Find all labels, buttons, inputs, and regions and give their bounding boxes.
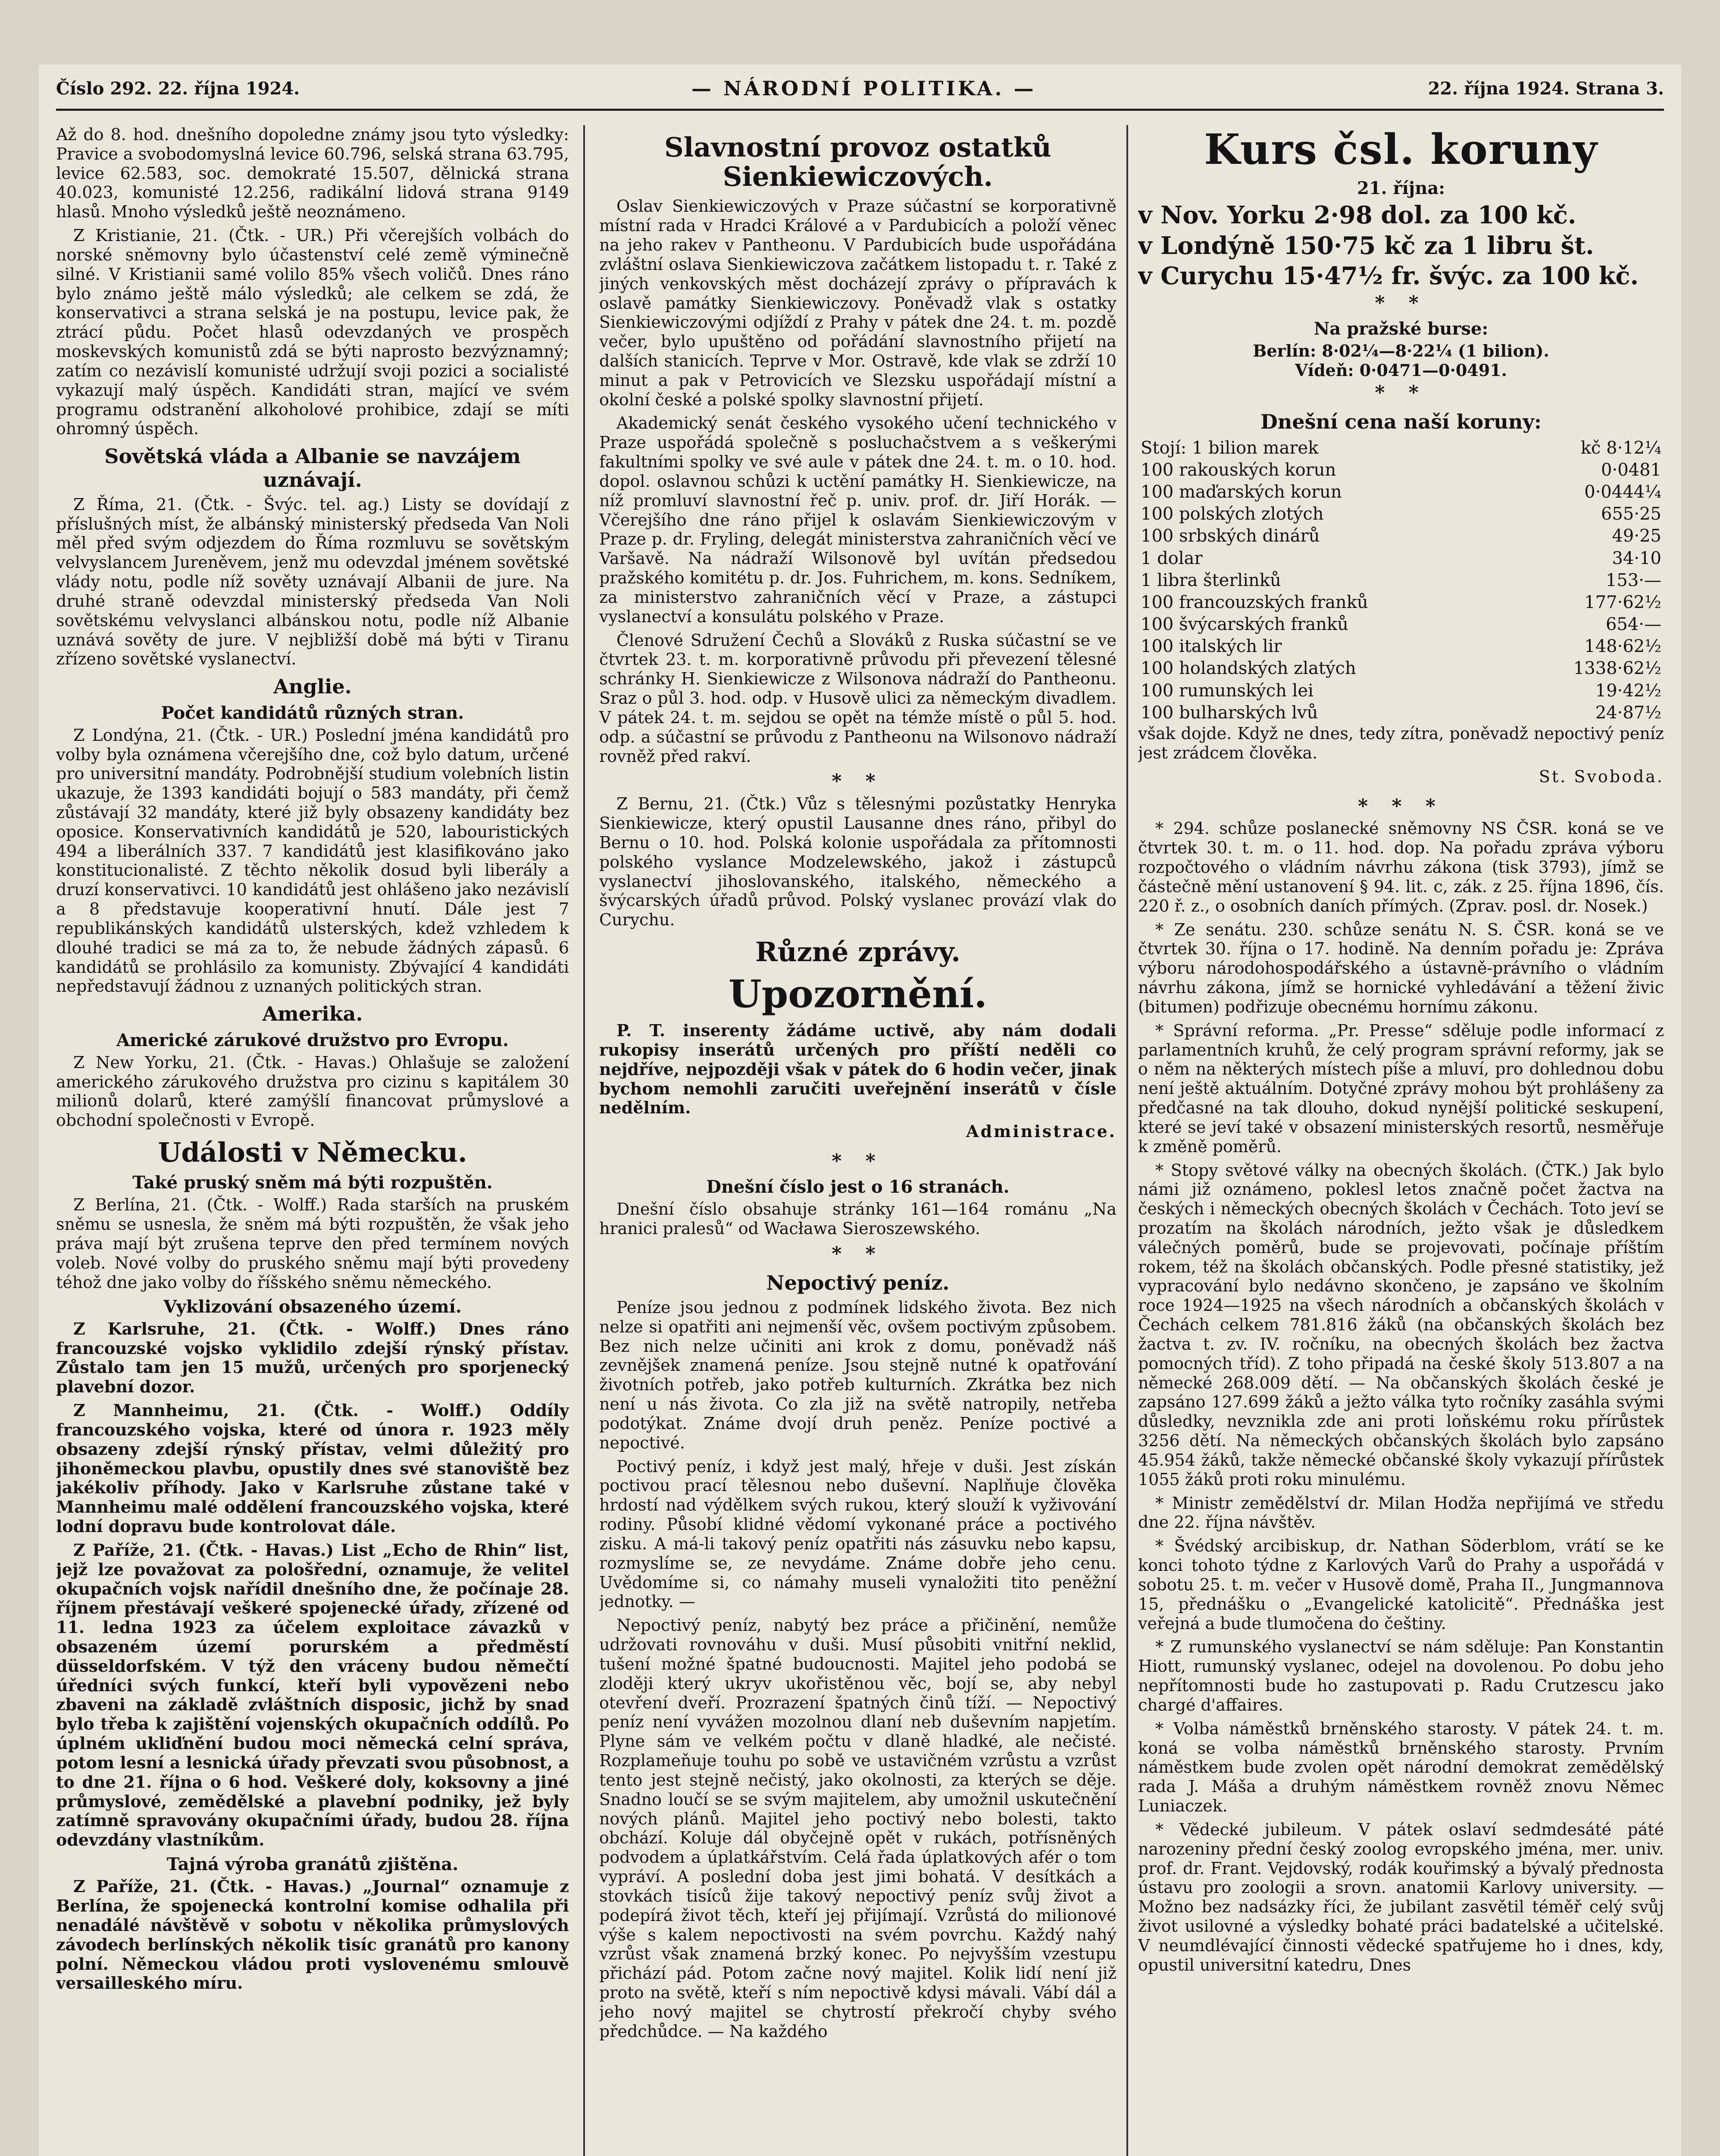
- rate-label: 100 holandských zlatých: [1141, 658, 1356, 679]
- rate-row: [1138, 636, 1664, 658]
- rate-label: 100 švýcarských franků: [1141, 614, 1348, 635]
- notice-text: P. T. inserenty žádáme uctivě, aby nám dodali rukopisy inserátů určených pro příští neděli co nejdříve, nejpozději však v pátek do 6 hodin večer, jinak bychom nemohli zaručiti uveřejnění inserátů v čísle nedělním.: [599, 1021, 1116, 1118]
- burse-line: Vídeň: 0·0471—0·0491.: [1295, 360, 1507, 380]
- headline: Sovětská vláda a Albanie se navzájem uznávají.: [104, 445, 521, 492]
- page-header: [56, 73, 1664, 111]
- article-text: Členové Sdružení Čechů a Slováků z Ruska súčastní se ve čtvrtek 23. t. m. korporativně průvodu při převezení tělesné schránky H. Sienkiewicze z Wilsonova nádraží do Pantheonu. Sraz o půl 3. hod. odp. v Husově ulici za německým divadlem. V pátek 24. t. m. sejdou se opět na témže místě o půl 5. hod. odp. a súčastní se průvodu z Pantheonu na Wilsonovo nádraží rovněž před rakví.: [599, 630, 1116, 766]
- article-text: Z Paříže, 21. (Čtk. - Havas.) „Journal“ oznamuje z Berlína, že spojenecká kontrolní komise odhalila při nenadálé návštěvě v sobotu v několika průmyslových závodech berlínských několik tisíc granátů pro kanony polní. Německou vládou proti vyslovenému smlouvě versailleského míru.: [56, 1877, 569, 1993]
- exchange-line: v Curychu 15·47½ fr. švýc. za 100 kč.: [1138, 261, 1639, 290]
- column-rule: [1126, 125, 1128, 2156]
- article-text: * Ministr zemědělství dr. Milan Hodža nepřijímá ve středu dne 22. října návštěv.: [1138, 1493, 1664, 1532]
- article-text: * Vědecké jubileum. V pátek oslaví sedmdesáté páté narozeniny přední český zoolog evropského jména, mer. univ. prof. dr. Frant. Vejdovský, rodák kouřimský a bývalý přednosta ústavu pro zoologii a srovn. anatomii Karlovy university. — Možno bez nadsázky říci, že jubilant zasvětil téměř celý svůj život usilovné a výsledky bohaté práci badatelské a učitelské. V neumdlévající činnosti vědecké spatřujeme ho i dnes, kdy, opustil universitní katedru, Dnes: [1138, 1820, 1664, 1974]
- rate-label: 100 rakouských korun: [1141, 460, 1336, 480]
- exchange-line: v Nov. Yorku 2·98 dol. za 100 kč.: [1138, 201, 1576, 230]
- rate-label: Stojí: 1 bilion marek: [1141, 438, 1319, 458]
- article-text: Dnešní číslo obsahuje stránky 161—164 románu „Na hranici pralesů“ od Wacława Sieroszewského.: [599, 1200, 1116, 1238]
- article-text: však dojde. Když ne dnes, tedy zítra, poněvadž nepoctivý peníz jest zrádcem člověka.: [1138, 724, 1664, 762]
- rate-value: 34·10: [1612, 548, 1661, 568]
- column-rule: [583, 125, 585, 2156]
- rate-value: 654·—: [1605, 614, 1661, 635]
- column-right: [1138, 125, 1664, 2156]
- article-text: Z Mannheimu, 21. (Čtk. - Wolff.) Oddíly francouzského vojska, které od února r. 1923 měly obsazeny zdejší rýnský přístav, velmi důležitý pro jihoněmeckou plavbu, opustily dnes své stanoviště bez jakékoliv příhody. Jako v Karlsruhe zůstane také v Mannheimu malé oddělení francouzského vojska, které lodní dopravu bude kontrolovat dále.: [56, 1401, 569, 1536]
- rate-value: 0·0481: [1601, 460, 1661, 480]
- column-middle: [599, 125, 1116, 2156]
- subheadline: Vyklizování obsazeného území.: [163, 1296, 462, 1317]
- rate-value: 177·62½: [1584, 592, 1661, 612]
- rate-label: 100 rumunských lei: [1141, 680, 1313, 701]
- rate-label: 100 srbských dinárů: [1141, 526, 1320, 546]
- article-text: * Švédský arcibiskup, dr. Nathan Söderblom, vrátí se ke konci tohoto týdne z Karlových Varů do Prahy a uspořádá v sobotu 25. t. m. večer v Husově domě, Praha II., Jungmannova 15, přednášku o „Evangelické katolicitě“. Přednáška jest veřejná a bude tlumočena do češtiny.: [1138, 1536, 1664, 1633]
- rate-row: [1138, 459, 1664, 481]
- column-left: [56, 125, 569, 2156]
- separator-stars: * * *: [1358, 795, 1444, 817]
- rate-value: kč 8·12¼: [1580, 438, 1661, 458]
- headline: Anglie.: [273, 675, 352, 699]
- rate-value: 24·87½: [1595, 702, 1661, 723]
- header-masthead: — NÁRODNÍ POLITIKA. —: [691, 77, 1036, 100]
- rate-label: 100 polských zlotých: [1141, 504, 1324, 524]
- article-text: Z Karlsruhe, 21. (Čtk. - Wolff.) Dnes ráno francouzské vojsko vyklidilo zdejší rýnský přístav. Zůstalo tam jen 15 mužů, určených pro sporjenecký plavební dozor.: [56, 1319, 569, 1397]
- rate-row: [1138, 503, 1664, 525]
- rate-value: 49·25: [1612, 526, 1661, 546]
- header-page: 22. října 1924. Strana 3.: [1428, 78, 1664, 99]
- subheadline: Dnešní číslo jest o 16 stranách.: [706, 1176, 1010, 1197]
- separator-stars: * *: [1375, 291, 1427, 314]
- article-text: Z Kristianie, 21. (Čtk. - UR.) Při včerejších volbách do norské sněmovny bylo účastenství celé země výminečně silné. V Kristianii samé volilo 85% všech voličů. Dnes ráno bylo známo ještě málo výsledků; ale celkem se zdá, že konservativci a strana selská je na postupu, levice pak, že ztrácí půdu. Počet hlasů odevzdaných ve prospěch moskevských komunistů zdá se býti naprosto bezvýznamný; zatím co nezávislí komunisté udržují svoji pozici a socialisté vykazují malý úspěch. Kandidáti stran, mající ve svém programu odstranění alkoholové prohibice, zdají se míti ohromný úspěch.: [56, 226, 569, 439]
- rate-label: 100 francouzských franků: [1141, 592, 1368, 612]
- burse-line: Berlín: 8·02¼—8·22¼ (1 bilion).: [1253, 341, 1549, 360]
- header-issue: Číslo 292. 22. října 1924.: [56, 78, 300, 99]
- headline: Události v Německu.: [158, 1137, 467, 1169]
- rate-row: [1138, 592, 1664, 614]
- rate-label: 1 libra šterlinků: [1141, 570, 1281, 590]
- article-text: Peníze jsou jednou z podmínek lidského života. Bez nich nelze si opatřiti ani nejmenší věc, ovšem poctivým způsobem. Bez nich nelze učiniti ani krok z domu, poněvadž náš zevnějšek znamená peníze. Jsou stejně nutné k opatřování životních potřeb, jako potřeb kulturních. Zkrátka bez nich není u nás života. Co zla již na světě natropily, netřeba podotýkat. Známe dvojí druh peněz. Peníze poctivé a nepoctivé.: [599, 1298, 1116, 1452]
- headline: Slavnostní provoz ostatků Sienkiewiczových.: [664, 132, 1051, 193]
- rate-value: 655·25: [1601, 504, 1661, 524]
- article-text: * Volba náměstků brněnského starosty. V pátek 24. t. m. koná se volba náměstků brněnského starosty. Prvním náměstkem bude zvolen opět národní demokrat zemědělský rada J. Máša a druhým náměstkem rovněž znovu Němec Luniaczek.: [1138, 1719, 1664, 1816]
- exchange-date: 21. října:: [1357, 178, 1445, 199]
- rate-value: 19·42½: [1595, 680, 1661, 701]
- headline: Dnešní cena naší koruny:: [1260, 410, 1542, 434]
- headline-notice: Upozornění.: [728, 971, 987, 1017]
- rate-row: [1138, 680, 1664, 702]
- rate-label: 100 italských lir: [1141, 636, 1282, 657]
- article-text: Oslav Sienkiewiczových v Praze súčastní se korporativně místní rada v Hradci Králové a v Pardubicích a položí věnec na jeho rakev v Pantheonu. V Pardubicích bude uspořádána zvláštní oslava Sienkiewiczova začátkem listopadu t. r. Také z jiných venkovských měst docházejí zprávy o přípravách k oslavě památky Sienkiewiczovy. Poněvadž vlak s ostatky Sienkiewiczovými odjíždí z Prahy v pátek dne 24. t. m. pozdě večer, bylo upuštěno od pořádání slavnostního přijetí na dalších stanicích. Teprve v Mor. Ostravě, kde vlak se zdrží 10 minut a pak v Petrovicích ve Slezsku uspořádají místní a okolní české a polské spolky slavnostní přijetí.: [599, 197, 1116, 409]
- subheadline: Počet kandidátů různých stran.: [161, 702, 464, 723]
- separator-stars: * *: [832, 770, 884, 793]
- article-text: Akademický senát českého vysokého učení technického v Praze uspořádá společně s posluchačstvem a s veškerými fakultními spolky ve své aule v pátek dne 24. t. m. o 10. hod. dopol. oslavnou schůzi k uctění památky H. Sienkiewicze, na níž promluví slavnostní řeč p. univ. prof. dr. Jiří Horák. — Včerejšího dne ráno přijel k oslavám Sienkiewiczovým v Praze p. dr. Fryling, delegát ministerstva zahraničních věcí ve Varšavě. Na nádraží Wilsonově byl uvítán předsedou pražského komitétu p. dr. Jos. Fuhrichem, m. kons. Sedníkem, za ministerstvo zahraničních věcí v Praze, a zástupci vyslanectví a konsulátu polského v Praze.: [599, 414, 1116, 626]
- separator-stars: * *: [832, 1242, 884, 1265]
- rate-value: 153·—: [1605, 570, 1661, 590]
- article-text: Až do 8. hod. dnešního dopoledne známy jsou tyto výsledky: Pravice a svobodomyslná levice 60.796, selská strana 63.795, levice 62.583, soc. demokraté 15.507, dělnická strana 40.023, komunisté 12.256, radikální lidová strana 9149 hlasů. Mnoho výsledků ještě neoznámeno.: [56, 125, 569, 222]
- rate-row: [1138, 525, 1664, 547]
- rate-row: [1138, 658, 1664, 680]
- subheadline: Také pruský sněm má býti rozpuštěn.: [132, 1172, 493, 1193]
- rate-value: 148·62½: [1584, 636, 1661, 657]
- article-text: * Z rumunského vyslanectví se nám sděluje: Pan Konstantin Hiott, rumunský vyslanec, odejel na dovolenou. Po dobu jeho nepřítomnosti bude ho zastupovati p. Radu Crutzescu jako chargé d'affaires.: [1138, 1637, 1664, 1714]
- notice-signature: Administrace.: [966, 1122, 1116, 1141]
- headline: Různé zprávy.: [755, 936, 960, 968]
- subheadline: Tajná výroba granátů zjištěna.: [166, 1854, 459, 1875]
- rate-row: [1138, 614, 1664, 636]
- article-text: * 294. schůze poslanecké sněmovny NS ČSR. koná se ve čtvrtek 30. t. m. o 11. hod. dop. Na pořadu zpráva výboru rozpočtového o vládním návrhu zákona (tisk 3793), jímž se částečně mění ustanovení § 94. lit. c, zák. z 25. října 1896, čís. 220 ř. z., o osobních daních přímých. (Zprav. posl. dr. Nosek.): [1138, 819, 1664, 915]
- article-text: Nepoctivý peníz, nabytý bez práce a přičinění, nemůže udržovati rovnováhu v duši. Musí působiti vnitřní neklid, tušení možné špatné budoucnosti. Majitel jeho podobá se zloději který ukryv ukořistěnou věc, bojí se, aby nebyl otevření dveří. Prozrazení špatných činů tíží. — Nepoctivý peníz není vyvážen mozolnou dlaní neb duševním napjetím. Plyne sám ve velkém počtu v dlaně hladké, ale nečisté. Rozplameňuje touhu po sobě ve ustavičném vzrůstu a vzrůst tento jest stejně nečistý, jako okolnosti, za kterých se děje. Snadno loučí se se svým majitelem, aby umožnil uskutečnění nových plánů. Majitel jeho poctivý nebo bolesti, takto obchází. Koluje dál obyčejně opět v rukách, potřísněných podvodem a úplatkářstvím. Celá řada úplatkových afér o tom vypráví. A poslední doba jest jimi bohatá. V desítkách a stovkách tisíců žije takový nepoctivý peníz svůj život a podepírá život těch, kteří jej přijímají. Vzrůstá do milionové výše s kalem nepoctivosti na svém povrchu. Každý nahý vzrůst však znamená brzký konec. Po nejvyšším vzestupu přichází pád. Potom začne nový majitel. Kolik lidí není již proto na světě, kteří s ním nepoctivě kdysi mávali. Vábí dál a jeho nový majitel se chytrostí překročí chyby svého předchůdce. — Na každého: [599, 1616, 1116, 2041]
- rate-label: 100 bulharských lvů: [1141, 702, 1318, 723]
- article-text: * Stopy světové války na obecných školách. (ČTK.) Jak bylo námi již oznámeno, poklesl letos značně počet žactva na českých i německých obecných školách v Čechách. Toto jeví se prozatím na školách národních, ježto však je důsledkem válečných poměrů, bude se projevovati, počínaje příštím rokem, též na školách občanských. Podle přesné statistiky, jež vypracování bylo nedávno skončeno, je zapsáno ve školním roce 1924—1925 na všech národních a občanských školách v Čechách celkem 781.816 žáků (na občanských školách bez žactva t. zv. IV. ročníku, na obecných školách bez žactva pomocných tříd). Z toho připadá na české školy 513.807 a na německé 268.009 dětí. — Na občanských školách české je zapsáno 127.699 žáků a ježto válka tyto ročníky zasáhla svými důsledky, nevznikla zde ani proti loňskému roku přírůstek 3256 dětí. Na německých občanských školách bylo zapsáno 45.954 žáků, takže německé občanské školy vykazují přírůstek 1055 žáků proti roku minulému.: [1138, 1160, 1664, 1489]
- article-text: Z New Yorku, 21. (Čtk. - Havas.) Ohlašuje se založení amerického zárukového družstva pro cizinu s kapitálem 30 milionů dolarů, které zamýšlí financovat průmyslové a obchodní společnosti v Evropě.: [56, 1053, 569, 1130]
- rate-row: [1138, 702, 1664, 724]
- rate-row: [1138, 570, 1664, 592]
- subheadline: Na pražské burse:: [1313, 318, 1489, 339]
- rate-row: [1138, 437, 1664, 459]
- article-text: * Ze senátu. 230. schůze senátu N. S. ČSR. koná se ve čtvrtek 30. října o 17. hodině. Na denním pořadu je: Zpráva výboru národohospodářského a ústavně-právního o vládním návrhu zákona, jímž se hornické vyhledávání a těžení živic (bitumen) podřizuje obecnému hornímu zákonu.: [1138, 920, 1664, 1016]
- rate-label: 100 maďarských korun: [1141, 482, 1342, 502]
- article-signature: St. Svoboda.: [1539, 767, 1664, 786]
- rate-row: [1138, 481, 1664, 503]
- separator-stars: * *: [832, 1150, 884, 1172]
- rate-value: 1338·62½: [1573, 658, 1661, 679]
- headline: Nepoctivý peníz.: [766, 1271, 950, 1294]
- rate-label: 1 dolar: [1141, 548, 1203, 568]
- rate-value: 0·0444¼: [1584, 482, 1661, 502]
- article-text: * Správní reforma. „Pr. Presse“ sděluje podle informací z parlamentních kruhů, že celý program správní reformy, jak se o něm na některých místech píše a mluví, pro dohlednou dobu není ještě aktuálním. Dotyčné zprávy mohou být prohlášeny za předčasné na tak dlouho, dokud nynější politické seskupení, které se jeví také v obsazení ministerských resortů, nesměřuje k změně poměrů.: [1138, 1021, 1664, 1156]
- headline: Amerika.: [262, 1002, 363, 1026]
- exchange-line: v Londýně 150·75 kč za 1 libru št.: [1138, 231, 1594, 260]
- subheadline: Americké zárukové družstvo pro Evropu.: [116, 1030, 509, 1050]
- article-text: Z Paříže, 21. (Čtk. - Havas.) List „Echo de Rhin“ list, jejž lze považovat za pološřední, oznamuje, že velitel okupačních vojsk nařídil dnešního dne, že počínaje 28. říjnem přestávají veškeré spojenecké úřady, zřízené od 11. ledna 1923 za účelem exploitace závazků v obsazeném území porurském a předměstí düsseldorfském. V týž den vráceny budou němečtí úředníci svých funkcí, kteří byli vypovězeni nebo zbaveni na základě zvláštních disposic, jichž by snad bylo třeba k zajištění vojenských okupačních oddílů. Po úplném ukliďnění budou moci německá celní správa, potom lesní a lesnická úřady převzati svou působnost, a to dne 21. října o 6 hod. Veškeré doly, koksovny a jiné průmyslové, zemědělské a plavební podniky, jež byly zatímně spravovány okupačními úřady, budou 28. října odevzdány vlastníkům.: [56, 1540, 569, 1850]
- article-text: Z Říma, 21. (Čtk. - Švýc. tel. ag.) Listy se dovídají z příslušných míst, že albánský ministerský předseda Van Noli měl před svým odjezdem do Říma rozmluvu se sovětským velvyslancem Jureněvem, jenž mu odevzdal jménem sovětské vlády notu, podle níž sověty uznávají Albanii de jure. Na druhé straně odevzdal ministerský předseda Van Noli sovětskému velvyslanci albánskou notu, podle níž Albanie uznává sověty de jure. V nejbližší době má býti v Tiranu zřízeno sovětské vyslanectví.: [56, 495, 569, 669]
- article-text: Z Bernu, 21. (Čtk.) Vůz s tělesnými pozůstatky Henryka Sienkiewicze, který opustil Lausanne dnes ráno, přibyl do Bernu o 10. hod. Polská kolonie uspořádala za přítomnosti polského vyslance Modzelewského, jakož i zástupců vyslanectví jihoslovanského, italského, německého a švýcarských úřadů průvod. Polský vyslanec provází vlak do Curychu.: [599, 794, 1116, 930]
- headline-exchange: Kurs čsl. koruny: [1204, 125, 1598, 174]
- article-text: Z Berlína, 21. (Čtk. - Wolff.) Rada starších na pruském sněmu se usnesla, že sněm má býti rozpuštěn, že však jeho práva mají být zrušena teprve den před termínem nových voleb. Nové volby do pruského sněmu mají býti provedeny téhož dne jako volby do říšského sněmu německého.: [56, 1195, 569, 1292]
- rates-table: [1138, 437, 1664, 724]
- article-text: Z Londýna, 21. (Čtk. - UR.) Poslední jména kandidátů pro volby byla oznámena včerejšího dne, což bylo datum, určené pro universitní mandáty. Podrobnější studium volebních listin ukazuje, že 1393 kandidáti bojují o 583 mandáty, při čemž zůstávají 32 mandáty, které již byly obsazeny kandidáty bez oposice. Konservativních kandidátů je 520, labouristických 494 a liberálních 337. 7 kandidátů jest klasifikováno jako konstitucionalisté. Z těchto několik dosud byli liberály a druzí konservativci. 10 kandidátů jest ohlášeno jako nezávislí a 8 představuje kooperativní hnutí. Dále jest 7 republikánských kandidátů ulsterských, kdež vzhledem k dlouhé tradici se má za to, že nebude žádných zápasů. 6 kandidátů se prohlásilo za komunisty. Zbývající 4 kandidáti nepředstavují žádnou z uznaných politických stran.: [56, 725, 569, 996]
- separator-stars: * *: [1375, 382, 1427, 404]
- rate-row: [1138, 548, 1664, 570]
- article-text: Poctivý peníz, i když jest malý, hřeje v duši. Jest získán poctivou prací tělesnou nebo duševní. Naplňuje člověka hrdostí nad výdělkem svých rukou, který slouží k vyživování rodiny. Působí klidné vědomí vykonané práce a poctivého zisku. A má-li takový peníz opatřiti nás zásuvku nebo kapsu, rozmyslíme se, ze nevydáme. Známe dobře jeho cenu. Uvědomíme si, co námahy museli vynaložiti tito peněžní jednotky. —: [599, 1457, 1116, 1611]
